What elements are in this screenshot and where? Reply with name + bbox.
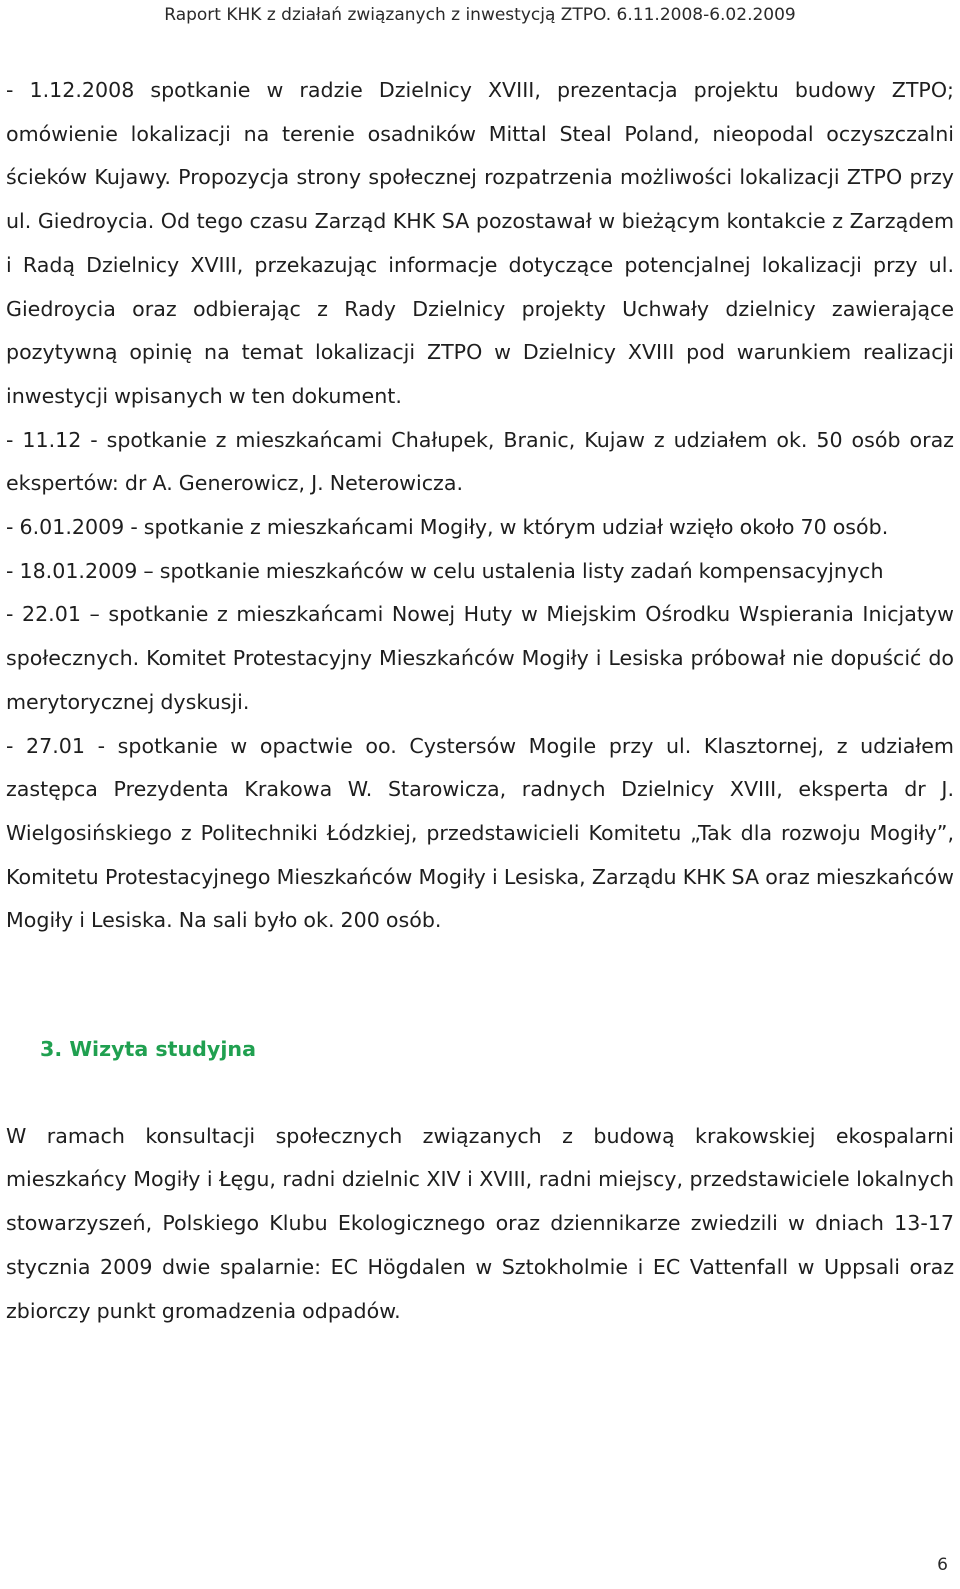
spacer: [6, 943, 954, 1028]
section-paragraph: W ramach konsultacji społecznych związanych z budową krakowskiej ekospalarni mieszkańcy Mogiły i Łęgu, radni dzielnic XIV i XVIII, radni miejscy, przedstawiciele lokalnych stowarzyszeń, Polskiego Klubu Ekologicznego oraz dziennikarze zwiedzili w dniach 13-17 stycznia 2009 dwie spalarnie: EC Högdalen w Sztokholmie i EC Vattenfall w Uppsali oraz zbiorczy punkt gromadzenia odpadów.: [6, 1123, 954, 1323]
document-body: [6, 69, 954, 1333]
meeting-item-5: - 22.01 – spotkanie z mieszkańcami Nowej Huty w Miejskim Ośrodku Wspierania Inicjatyw społecznych. Komitet Protestacyjny Mieszkańców Mogiły i Lesiska próbował nie dopuścić do merytorycznej dyskusji.: [6, 602, 954, 714]
meeting-item-2: - 11.12 - spotkanie z mieszkańcami Chałupek, Branic, Kujaw z udziałem ok. 50 osób oraz ekspertów: dr A. Generowicz, J. Neterowicza.: [6, 427, 954, 496]
meeting-item-6: - 27.01 - spotkanie w opactwie oo. Cystersów Mogile przy ul. Klasztornej, z udziałem zastępca Prezydenta Krakowa W. Starowicza, radnych Dzielnicy XVIII, eksperta dr J. Wielgosińskiego z Politechniki Łódzkiej, przedstawicieli Komitetu „Tak dla rozwoju Mogiły”, Komitetu Protestacyjnego Mieszkańców Mogiły i Lesiska, Zarządu KHK SA oraz mieszkańców Mogiły i Lesiska. Na sali było ok. 200 osób.: [6, 733, 954, 933]
spacer: [6, 1072, 954, 1115]
meeting-item-3: - 6.01.2009 - spotkanie z mieszkańcami Mogiły, w którym udział wzięło około 70 osób.: [6, 515, 889, 540]
page-header: Raport KHK z działań związanych z inwestycją ZTPO. 6.11.2008-6.02.2009: [164, 5, 796, 25]
meeting-item-1: - 1.12.2008 spotkanie w radzie Dzielnicy XVIII, prezentacja projektu budowy ZTPO; omówienie lokalizacji na terenie osadników Mittal Steal Poland, nieopodal oczyszczalni ścieków Kujawy. Propozycja strony społecznej rozpatrzenia możliwości lokalizacji ZTPO przy ul. Giedroycia. Od tego czasu Zarząd KHK SA pozostawał w bieżącym kontakcie z Zarządem i Radą Dzielnicy XVIII, przekazując informacje dotyczące potencjalnej lokalizacji przy ul. Giedroycia oraz odbierając z Rady Dzielnicy projekty Uchwały dzielnicy zawierające pozytywną opinię na temat lokalizacji ZTPO w Dzielnicy XVIII pod warunkiem realizacji inwestycji wpisanych w ten dokument.: [6, 78, 954, 408]
meeting-item-4: - 18.01.2009 – spotkanie mieszkańców w celu ustalenia listy zadań kompensacyjnych: [6, 558, 884, 583]
section-heading: 3. Wizyta studyjna: [40, 1037, 256, 1062]
page-number: 6: [937, 1555, 948, 1575]
